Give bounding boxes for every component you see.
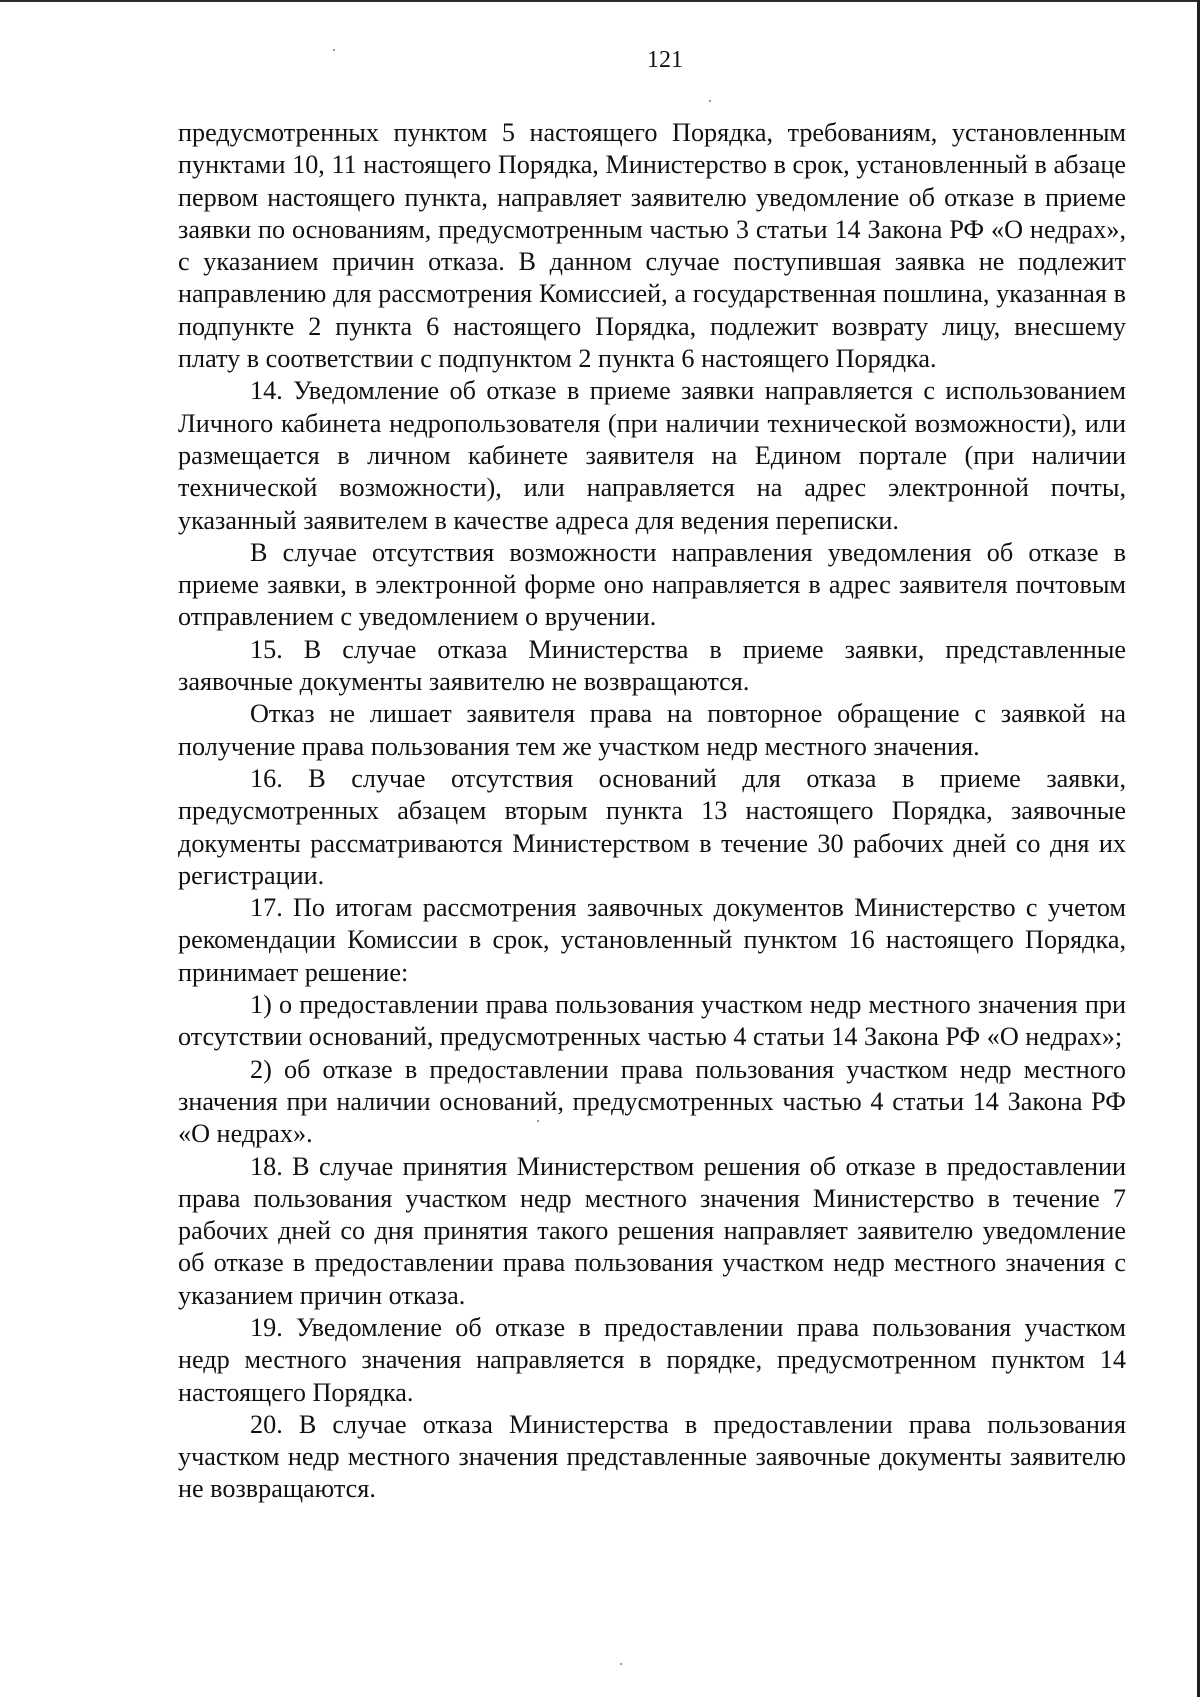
scan-speck <box>620 1663 622 1665</box>
scan-top-border <box>0 0 1200 2</box>
scan-speck <box>333 49 335 51</box>
paragraph-item-14: 14. Уведомление об отказе в приеме заявки направляется с использованием Личного кабинета недропользователя (при наличии технической возможности), или размещается в личном кабинете заявителя на Едином портале (при наличии технической возможности), или направляется на адрес электронной почты, указанный заявителем в качестве адреса для ведения переписки. <box>178 376 1126 535</box>
paragraph-item-18: 18. В случае принятия Министерством решения об отказе в предоставлении права пользования участком недр местного значения Министерство в течение 7 рабочих дней со дня принятия такого решения направляет заявителю уведомление об отказе в предоставлении права пользования участком недр местного значения с указанием причин отказа. <box>178 1151 1126 1310</box>
paragraph-item-17-option-2: 2) об отказе в предоставлении права пользования участком недр местного значения при наличии оснований, предусмотренных частью 4 статьи 14 Закона РФ «О недрах». <box>178 1054 1126 1149</box>
document-body <box>178 117 1126 1506</box>
scan-speck <box>709 100 711 102</box>
paragraph-item-15-note: Отказ не лишает заявителя права на повторное обращение с заявкой на получение права пользования тем же участком недр местного значения. <box>178 699 1126 761</box>
scan-speck <box>537 1120 539 1122</box>
paragraph-item-19: 19. Уведомление об отказе в предоставлении права пользования участком недр местного значения направляется в порядке, предусмотренном пунктом 14 настоящего Порядка. <box>178 1312 1126 1407</box>
paragraph-item-16: 16. В случае отсутствия оснований для отказа в приеме заявки, предусмотренных абзацем вторым пункта 13 настоящего Порядка, заявочные документы рассматриваются Министерством в течение 30 рабочих дней со дня их регистрации. <box>178 763 1126 890</box>
paragraph-item-15: 15. В случае отказа Министерства в приеме заявки, представленные заявочные документы заявителю не возвращаются. <box>178 634 1126 697</box>
page-number: 121 <box>647 47 683 73</box>
paragraph-item-17: 17. По итогам рассмотрения заявочных документов Министерство с учетом рекомендации Комиссии в срок, установленный пунктом 16 настоящего Порядка, принимает решение: <box>178 893 1126 987</box>
paragraph-item-17-option-1: 1) о предоставлении права пользования участком недр местного значения при отсутствии оснований, предусмотренных частью 4 статьи 14 Закона РФ «О недрах»; <box>178 990 1126 1052</box>
paragraph-continuation: предусмотренных пунктом 5 настоящего Порядка, требованиям, установленным пунктами 10, 11 настоящего Порядка, Министерство в срок, установленный в абзаце первом настоящего пункта, направляет заявителю уведомление об отказе в приеме заявки по основаниям, предусмотренным частью 3 статьи 14 Закона РФ «О недрах», с указанием причин отказа. В данном случае поступившая заявка не подлежит направлению для рассмотрения Комиссией, а государственная пошлина, указанная в подпункте 2 пункта 6 настоящего Порядка, подлежит возврату лицу, внесшему плату в соответствии с подпунктом 2 пункта 6 настоящего Порядка. <box>178 118 1126 374</box>
paragraph-item-14-note: В случае отсутствия возможности направления уведомления об отказе в приеме заявки, в электронной форме оно направляется в адрес заявителя почтовым отправлением с уведомлением о вручении. <box>178 537 1126 632</box>
paragraph-item-20: 20. В случае отказа Министерства в предоставлении права пользования участком недр местного значения представленные заявочные документы заявителю не возвращаются. <box>178 1409 1126 1504</box>
